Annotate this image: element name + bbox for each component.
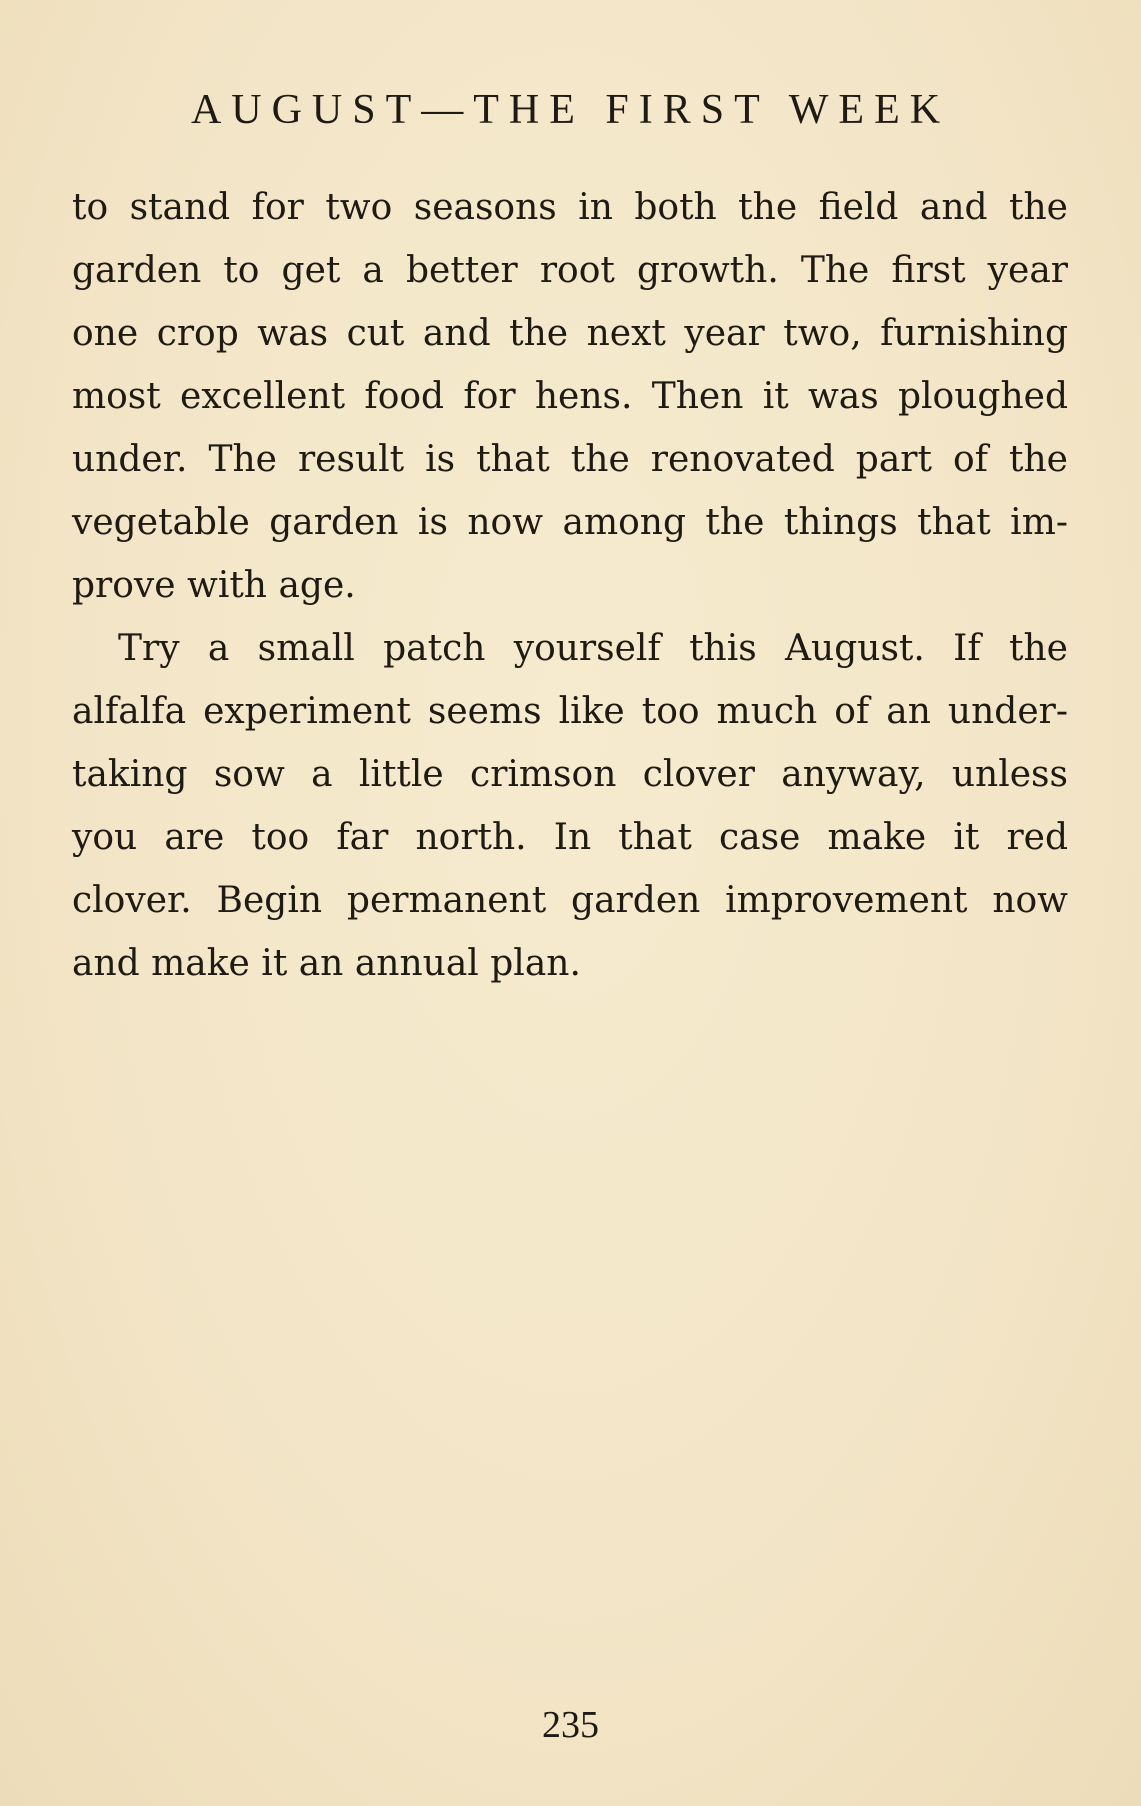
text-line: to stand for two seasons in both the field and the xyxy=(72,187,1068,228)
text-line: one crop was cut and the next year two, furnishing xyxy=(72,313,1068,354)
page-number: 235 xyxy=(542,1704,599,1746)
text-line: most excellent food for hens. Then it was ploughed xyxy=(72,376,1068,417)
text-line: vegetable garden is now among the things that im- xyxy=(72,502,1068,543)
text-line: garden to get a better root growth. The first year xyxy=(72,250,1068,291)
text-line: under. The result is that the renovated part of the xyxy=(72,439,1068,480)
body-text xyxy=(72,176,1068,995)
text-line: taking sow a little crimson clover anyway, unless xyxy=(72,754,1068,795)
text-line: and make it an annual plan. xyxy=(72,943,581,984)
paragraph-1 xyxy=(72,176,1068,617)
text-line: clover. Begin permanent garden improvement now xyxy=(72,880,1068,921)
paragraph-2 xyxy=(72,617,1068,995)
text-line: prove with age. xyxy=(72,565,356,606)
running-head: AUGUST—THE FIRST WEEK xyxy=(190,87,951,133)
text-line: alfalfa experiment seems like too much of an under- xyxy=(72,691,1068,732)
text-line: you are too far north. In that case make it red xyxy=(72,817,1068,858)
text-line: Try a small patch yourself this August. If the xyxy=(118,628,1068,669)
